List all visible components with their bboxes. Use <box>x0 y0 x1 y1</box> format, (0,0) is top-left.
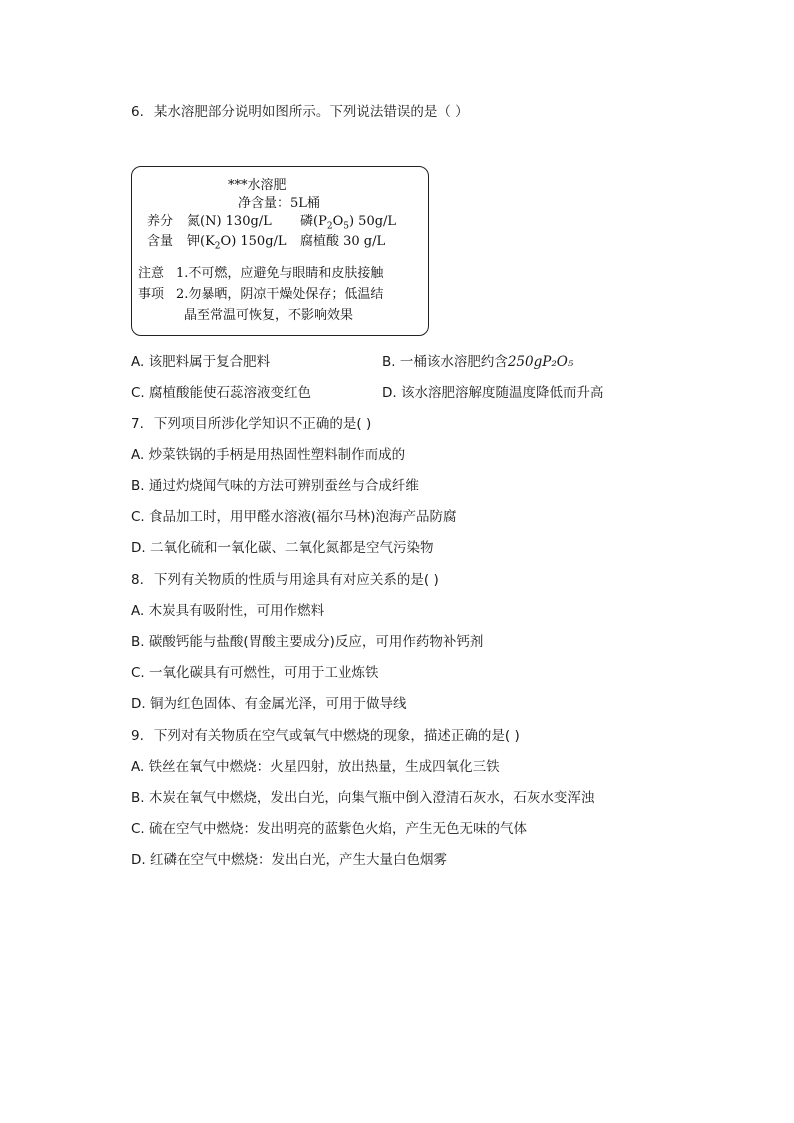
question-text: 下列项目所涉化学知识不正确的是( ) <box>153 416 372 432</box>
q6-option-b-math: 250𝑔𝑃₂𝑂₅ <box>507 354 574 370</box>
label-nutrient-head-2: 含量 <box>147 234 174 249</box>
question-number: 6. <box>131 104 144 120</box>
q6-option-b <box>382 353 573 371</box>
question-number: 8. <box>131 572 144 588</box>
question-text: 下列有关物质的性质与用途具有对应关系的是( ) <box>153 572 439 588</box>
label-phosphorus-post: ) 50g/L <box>348 214 397 229</box>
label-note-head-1: 注意 <box>138 266 165 281</box>
question-8-stem <box>131 571 439 589</box>
question-text: 下列对有关物质在空气或氧气中燃烧的现象，描述正确的是( ) <box>153 728 520 744</box>
label-potassium <box>187 233 287 256</box>
label-note-1: 1.不可燃，应避免与眼睛和皮肤接触 <box>176 266 384 281</box>
q6-option-d: D. 该水溶肥溶解度随温度降低而升高 <box>382 385 604 401</box>
question-number: 9. <box>131 728 144 744</box>
question-number: 7. <box>131 416 144 432</box>
q6-option-c: C. 腐植酸能使石蕊溶液变红色 <box>131 385 312 401</box>
label-nutrient-head-1: 养分 <box>147 214 174 229</box>
q7-option-d: D. 二氧化硫和一氧化碳、二氧化氮都是空气污染物 <box>131 540 434 556</box>
q8-option-c: C. 一氧化碳具有可燃性，可用于工业炼铁 <box>131 665 379 681</box>
q9-option-b: B. 木炭在氧气中燃烧，发出白光，向集气瓶中倒入澄清石灰水，石灰水变浑浊 <box>131 790 595 806</box>
q7-option-b: B. 通过灼烧闻气味的方法可辨别蚕丝与合成纤维 <box>131 478 419 494</box>
q8-option-a: A. 木炭具有吸附性，可用作燃料 <box>131 603 325 619</box>
label-humic-acid: 腐植酸 30 g/L <box>300 234 386 249</box>
question-7-stem <box>131 415 371 433</box>
label-phosphorus-pre: 磷(P <box>300 214 327 229</box>
q7-option-c: C. 食品加工时，用甲醛水溶液(福尔马林)泡海产品防腐 <box>131 509 457 525</box>
q8-option-d: D. 铜为红色固体、有金属光泽，可用于做导线 <box>131 696 407 712</box>
label-net-content: 净含量：5L桶 <box>238 196 320 211</box>
q9-option-c: C. 硫在空气中燃烧：发出明亮的蓝紫色火焰，产生无色无味的气体 <box>131 821 528 837</box>
label-phosphorus-mid: O <box>332 214 344 229</box>
label-potassium-post: O) 150g/L <box>220 234 287 249</box>
question-6-stem <box>131 103 469 121</box>
label-phosphorus-sub2: 5 <box>343 221 349 232</box>
q9-option-a: A. 铁丝在氧气中燃烧：火星四射，放出热量，生成四氧化三铁 <box>131 759 500 775</box>
label-potassium-sub: 2 <box>214 241 221 252</box>
question-9-stem <box>131 727 520 745</box>
label-phosphorus-sub1: 2 <box>326 221 333 232</box>
q6-option-b-text: B. 一桶该水溶肥约含 <box>382 354 508 370</box>
label-note-2: 2.勿暴晒，阴凉干燥处保存；低温结 <box>176 287 384 302</box>
label-note-3: 晶至常温可恢复，不影响效果 <box>184 308 354 323</box>
label-title: ***水溶肥 <box>228 178 287 193</box>
q6-option-a: A. 该肥料属于复合肥料 <box>131 354 271 370</box>
q8-option-b: B. 碳酸钙能与盐酸(胃酸主要成分)反应，可用作药物补钙剂 <box>131 634 484 650</box>
question-text: 某水溶肥部分说明如图所示。下列说法错误的是（ ） <box>153 104 469 120</box>
label-note-head-2: 事项 <box>138 287 165 302</box>
q7-option-a: A. 炒菜铁锅的手柄是用热固性塑料制作而成的 <box>131 447 406 463</box>
fertilizer-label-figure <box>131 166 429 336</box>
label-nitrogen: 氮(N) 130g/L <box>187 214 272 229</box>
label-potassium-pre: 钾(K <box>187 234 215 249</box>
q9-option-d: D. 红磷在空气中燃烧：发出白光，产生大量白色烟雾 <box>131 852 447 868</box>
